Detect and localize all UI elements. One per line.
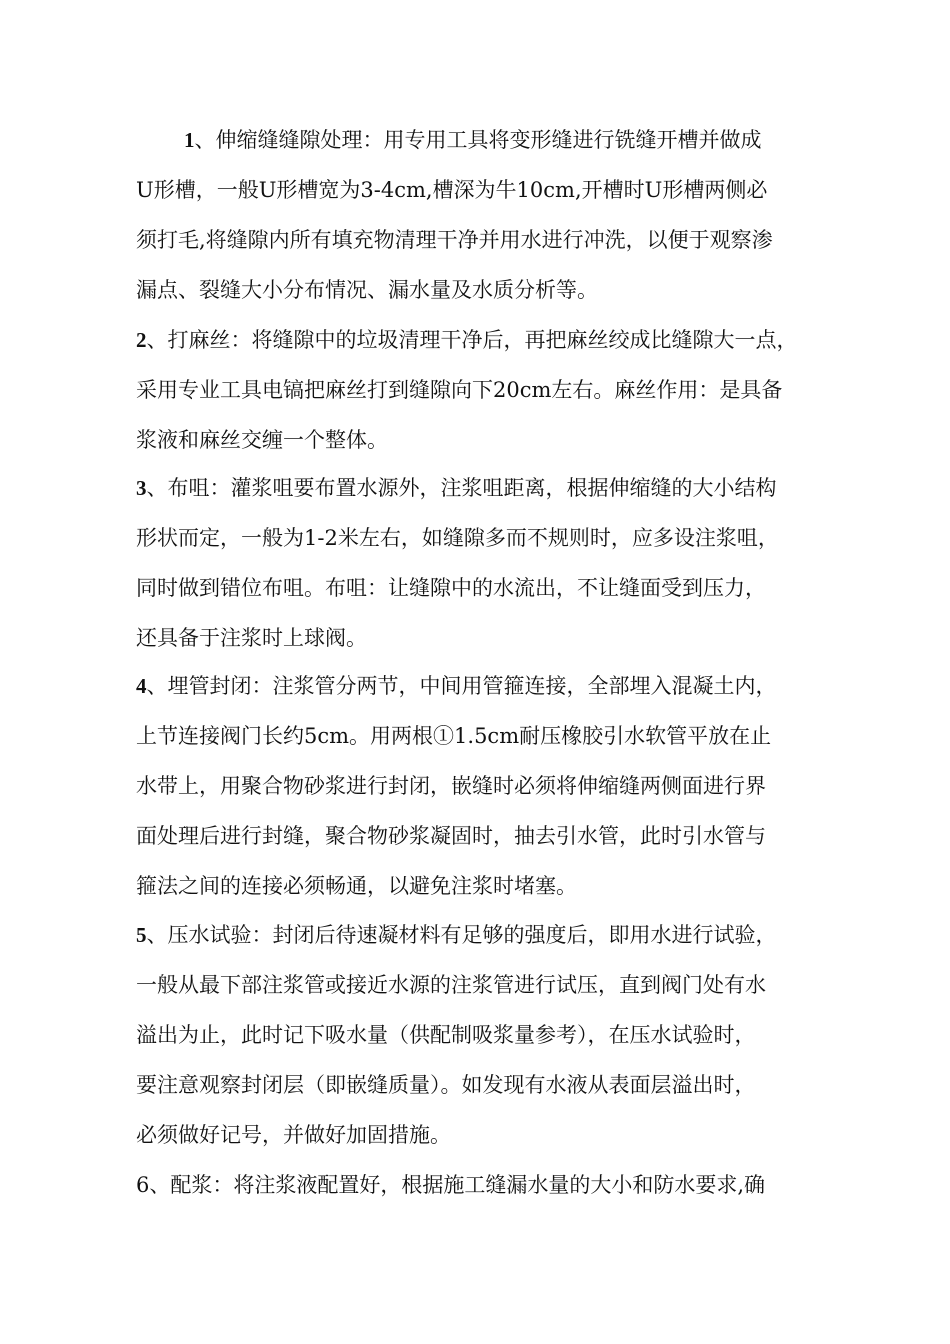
paragraph-2-line-3: 浆液和麻丝交缠一个整体。	[136, 428, 388, 452]
paragraph-3	[136, 463, 836, 663]
paragraph-5	[136, 910, 836, 1160]
paragraph-6	[136, 1160, 836, 1210]
paragraph-5-line-4: 要注意观察封闭层（即嵌缝质量）。如发现有水液从表面层溢出时，	[136, 1073, 756, 1097]
paragraph-4-line-2: 上节连接阀门长约5cm。用两根①1.5cm耐压橡胶引水软管平放在止	[136, 724, 772, 748]
paragraph-4-line-3: 水带上，用聚合物砂浆进行封闭，嵌缝时必须将伸缩缝两侧面进行界	[136, 774, 766, 798]
paragraph-1-number: 1	[184, 128, 195, 152]
paragraph-3-line-1: 3、布咀：灌浆咀要布置水源外，注浆咀距离，根据伸缩缝的大小结构	[136, 476, 777, 500]
paragraph-1	[136, 115, 836, 315]
paragraph-4-line-1: 4、埋管封闭：注浆管分两节，中间用管箍连接，全部埋入混凝土内，	[136, 674, 777, 698]
paragraph-1-line-4: 漏点、裂缝大小分布情况、漏水量及水质分析等。	[136, 278, 598, 302]
paragraph-5-line-3: 溢出为止，此时记下吸水量（供配制吸浆量参考），在压水试验时，	[136, 1023, 756, 1047]
paragraph-3-number: 3	[136, 476, 147, 500]
paragraph-5-line-2: 一般从最下部注浆管或接近水源的注浆管进行试压，直到阀门处有水	[136, 973, 766, 997]
paragraph-4-number: 4	[136, 674, 147, 698]
paragraph-2	[136, 315, 836, 465]
paragraph-3-line-3: 同时做到错位布咀。布咀：让缝隙中的水流出，不让缝面受到压力，	[136, 576, 766, 600]
paragraph-4-line-5: 箍法之间的连接必须畅通，以避免注浆时堵塞。	[136, 874, 577, 898]
paragraph-2-number: 2	[136, 328, 147, 352]
paragraph-2-line-1: 2、打麻丝：将缝隙中的垃圾清理干净后，再把麻丝绞成比缝隙大一点，	[136, 328, 798, 352]
paragraph-6-number: 6	[136, 1173, 150, 1197]
paragraph-6-line-1: 6、配浆：将注浆液配置好，根据施工缝漏水量的大小和防水要求,确	[136, 1173, 766, 1197]
paragraph-5-line-1: 5、压水试验：封闭后待速凝材料有足够的强度后，即用水进行试验，	[136, 923, 777, 947]
paragraph-4	[136, 661, 836, 911]
paragraph-4-line-4: 面处理后进行封缝，聚合物砂浆凝固时，抽去引水管，此时引水管与	[136, 824, 766, 848]
paragraph-1-line-3: 须打毛,将缝隙内所有填充物清理干净并用水进行冲洗，以便于观察渗	[136, 228, 773, 252]
paragraph-5-line-5: 必须做好记号，并做好加固措施。	[136, 1123, 451, 1147]
paragraph-2-line-2: 采用专业工具电镐把麻丝打到缝隙向下20cm左右。麻丝作用：是具备	[136, 378, 783, 402]
paragraph-3-line-2: 形状而定，一般为1-2米左右，如缝隙多而不规则时，应多设注浆咀，	[136, 526, 779, 550]
paragraph-5-number: 5	[136, 923, 147, 947]
paragraph-3-line-4: 还具备于注浆时上球阀。	[136, 626, 367, 650]
paragraph-1-line-2: U形槽，一般U形槽宽为3-4cm,槽深为牛10cm,开槽时U形槽两侧必	[136, 178, 768, 202]
paragraph-1-line-1: 1、伸缩缝缝隙处理：用专用工具将变形缝进行铣缝开槽并做成	[184, 128, 762, 152]
